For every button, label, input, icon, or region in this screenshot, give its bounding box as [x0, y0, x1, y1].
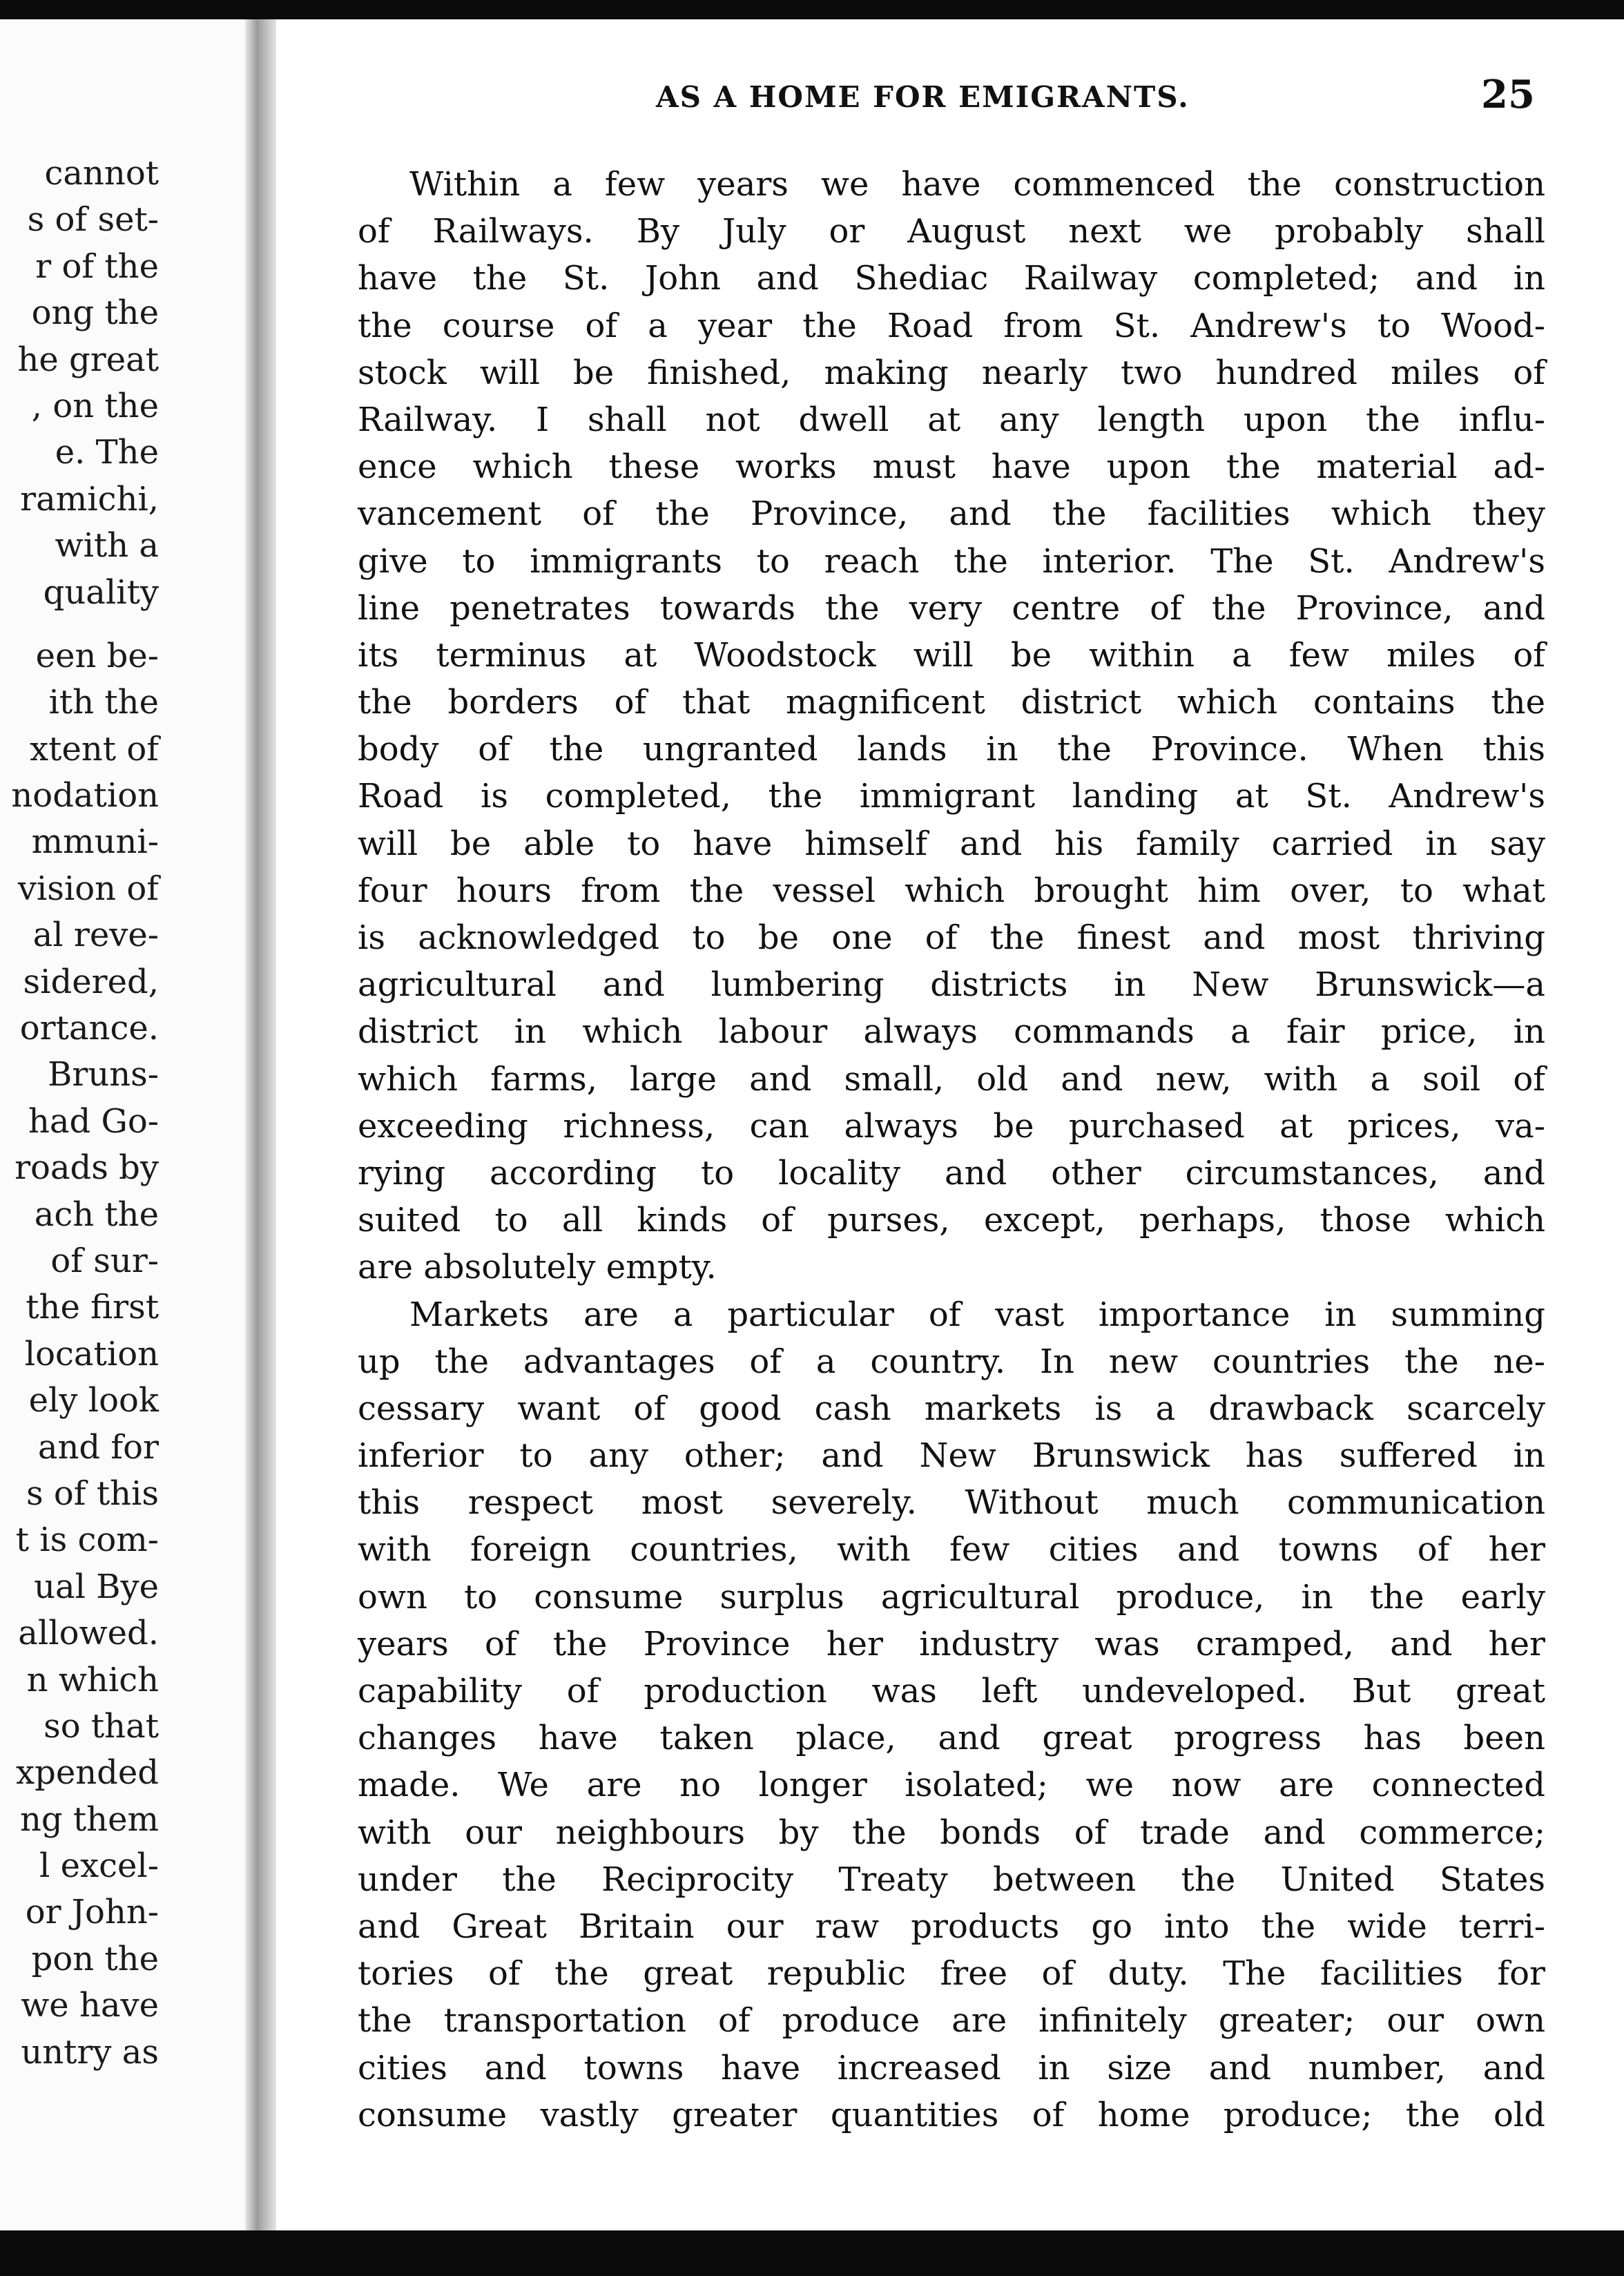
text-line: the transportation of produce are infinitely greater; our own	[358, 2001, 1545, 2041]
left-line: with a	[55, 526, 159, 566]
left-line: location	[24, 1334, 159, 1373]
left-line: pon the	[31, 1939, 159, 1978]
left-line: Bruns-	[48, 1055, 159, 1094]
text-line: years of the Province her industry was cramped, and her	[358, 1624, 1545, 1663]
text-line: with our neighbours by the bonds of trade and commerce;	[358, 1813, 1545, 1852]
left-line: and for	[37, 1427, 159, 1467]
text-line: exceeding richness, can always be purchased at prices, va-	[358, 1106, 1545, 1146]
left-line: xtent of	[30, 729, 159, 769]
left-line: ach the	[34, 1195, 159, 1234]
left-line: l excel-	[39, 1846, 159, 1886]
left-line: nodation	[11, 776, 159, 816]
left-line: s of set-	[27, 200, 159, 240]
left-line: allowed.	[18, 1614, 159, 1653]
text-line: give to immigrants to reach the interior. The St. Andrew's	[358, 541, 1545, 581]
left-line: the first	[26, 1288, 159, 1327]
text-line: the course of a year the Road from St. Andrew's to Wood-	[358, 306, 1545, 345]
left-line: so that	[44, 1706, 159, 1746]
left-line: n which	[26, 1660, 159, 1699]
left-line: ortance.	[19, 1009, 159, 1048]
left-line: e. The	[55, 433, 159, 472]
text-line: is acknowledged to be one of the finest and most thriving	[358, 918, 1545, 957]
left-line: roads by	[14, 1148, 159, 1188]
text-line: Road is completed, the immigrant landing at St. Andrew's	[358, 777, 1545, 816]
left-line: sidered,	[23, 962, 159, 1001]
text-line: own to consume surplus agricultural produce, in the early	[358, 1577, 1545, 1617]
left-line: , on the	[31, 386, 159, 425]
text-line: this respect most severely. Without much communication	[358, 1483, 1545, 1523]
left-line: had Go-	[28, 1101, 159, 1141]
left-page-text	[0, 151, 159, 2076]
scan-border-top	[0, 0, 1624, 19]
text-line: which farms, large and small, old and new, with a soil of	[358, 1059, 1545, 1099]
text-line: four hours from the vessel which brought him over, to what	[358, 871, 1545, 910]
text-line: are absolutely empty.	[358, 1248, 717, 1287]
running-title: AS A HOME FOR EMIGRANTS.	[656, 80, 1190, 114]
left-line: r of the	[35, 247, 159, 286]
text-line: and Great Britain our raw products go into the wide terri-	[358, 1907, 1545, 1946]
text-line: changes have taken place, and great progress has been	[358, 1719, 1545, 1758]
text-line: tories of the great republic free of duty. The facilities for	[358, 1954, 1545, 1994]
left-line: ith the	[48, 683, 159, 722]
text-line: inferior to any other; and New Brunswick has suffered in	[358, 1436, 1545, 1476]
text-line: under the Reciprocity Treaty between the United States	[358, 1860, 1545, 1899]
text-line: agricultural and lumbering districts in New Brunswick—a	[358, 965, 1545, 1005]
left-line: t is com-	[15, 1521, 159, 1560]
left-line: he great	[17, 340, 159, 379]
text-line: made. We are no longer isolated; we now are connected	[358, 1766, 1545, 1805]
text-line: stock will be finished, making nearly two hundred miles of	[358, 353, 1545, 392]
left-line: s of this	[26, 1474, 159, 1513]
left-line: ng them	[19, 1800, 159, 1839]
text-line: body of the ungranted lands in the Province. When this	[358, 730, 1545, 769]
scan-border-bottom	[0, 2230, 1624, 2276]
text-line: cessary want of good cash markets is a drawback scarcely	[358, 1389, 1545, 1428]
left-line: quality	[43, 572, 159, 612]
left-line: mmuni-	[31, 822, 159, 862]
text-line: suited to all kinds of purses, except, perhaps, those which	[358, 1201, 1545, 1240]
text-line: Markets are a particular of vast importance in summing	[409, 1295, 1545, 1334]
text-line: district in which labour always commands a fair price, in	[358, 1012, 1545, 1052]
text-line: the borders of that magnificent district which contains the	[358, 683, 1545, 722]
text-line: up the advantages of a country. In new countries the ne-	[358, 1342, 1545, 1381]
text-line: capability of production was left undeveloped. But great	[358, 1672, 1545, 1710]
page-number: 25	[1481, 72, 1535, 117]
left-line: al reve-	[32, 916, 159, 955]
left-line: we have	[21, 1986, 159, 2025]
left-line: of sur-	[50, 1241, 159, 1280]
left-line: ramichi,	[20, 479, 159, 519]
text-line: cities and towns have increased in size and number, and	[358, 2048, 1545, 2087]
left-line: een be-	[35, 636, 159, 675]
text-line: line penetrates towards the very centre of the Province, and	[358, 588, 1545, 628]
text-line: will be able to have himself and his family carried in say	[358, 824, 1545, 863]
text-line: Railway. I shall not dwell at any length upon the influ-	[358, 400, 1545, 439]
text-line: of Railways. By July or August next we probably shall	[358, 212, 1545, 251]
left-line: xpended	[16, 1753, 159, 1793]
left-line: vision of	[17, 869, 159, 908]
left-page-fragment	[0, 19, 249, 2230]
body-text	[358, 161, 1545, 2139]
text-line: have the St. John and Shediac Railway completed; and in	[358, 259, 1545, 298]
left-line: ual Bye	[34, 1567, 159, 1606]
left-line: cannot	[44, 154, 159, 193]
left-line: ong the	[31, 293, 159, 333]
text-line: vancement of the Province, and the facilities which they	[358, 494, 1545, 534]
text-line: with foreign countries, with few cities and towns of her	[358, 1530, 1545, 1570]
left-line: ely look	[28, 1381, 159, 1420]
text-line: its terminus at Woodstock will be within a few miles of	[358, 635, 1545, 675]
text-line: Within a few years we have commenced the construction	[409, 165, 1545, 204]
text-line: consume vastly greater quantities of home produce; the old	[358, 2095, 1545, 2134]
text-line: rying according to locality and other circumstances, and	[358, 1153, 1545, 1193]
right-page	[276, 19, 1624, 2230]
left-line: or John-	[25, 1893, 159, 1932]
text-line: ence which these works must have upon the material ad-	[358, 447, 1545, 487]
left-line: untry as	[21, 2032, 159, 2072]
book-gutter-shadow	[245, 19, 280, 2230]
